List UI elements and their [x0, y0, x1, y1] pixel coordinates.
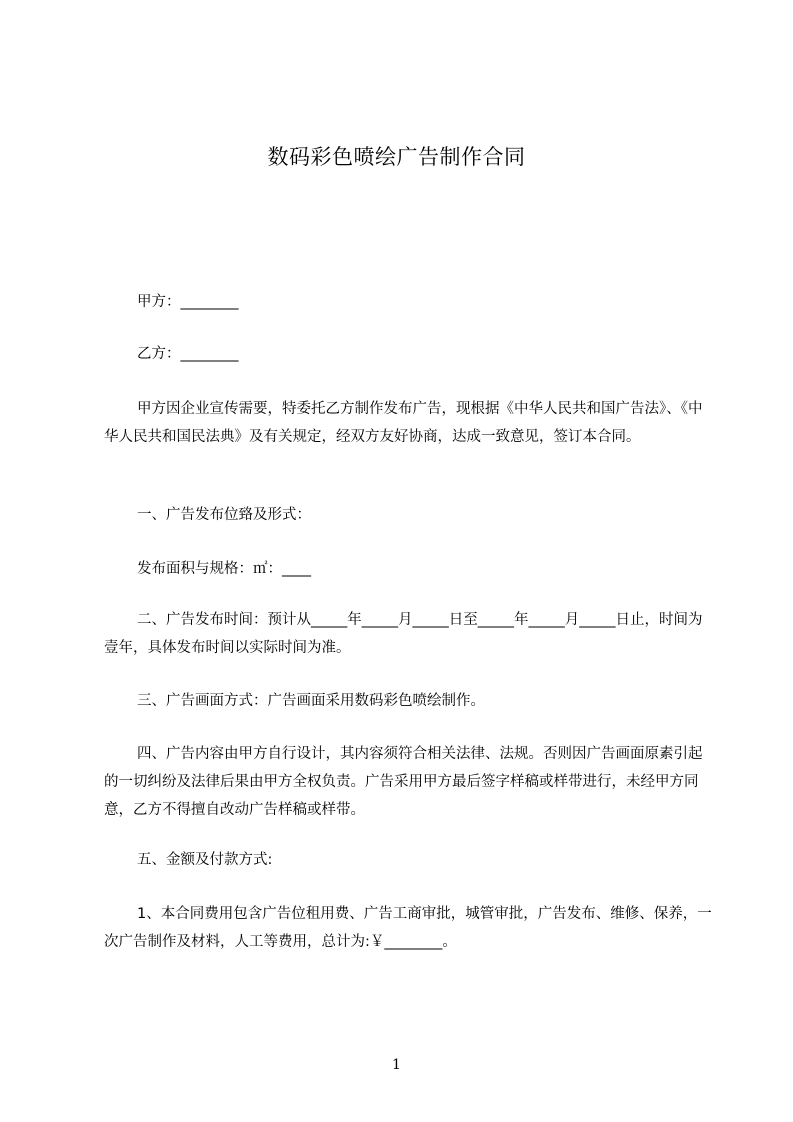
- section-1-heading: 一、广告发布位臵及形式：: [137, 507, 311, 523]
- clause-1-paragraph: 1、本合同费用包含广告位租用费、广告工商审批，城管审批，广告发布、维修、保养，一次广告制作及材料，人工等费用，总计为:￥________。: [104, 906, 712, 950]
- party-b-line: 乙方：________: [137, 346, 239, 362]
- section-3-paragraph: 三、广告画面方式：广告画面采用数码彩色喷绘制作。: [137, 693, 485, 709]
- document-title: 数码彩色喷绘广告制作合同: [267, 145, 526, 169]
- party-a-line: 甲方：________: [137, 294, 239, 310]
- section-4-paragraph: 四、广告内容由甲方自行设计，其内容须符合相关法律、法规。否则因广告画面原素引起的一切纠纷及法律后果由甲方全权负责。广告采用甲方最后签字样稿或样带进行，未经甲方同意，乙方不得擅自改动广告样稿或样带。: [104, 746, 703, 818]
- page-number: 1: [392, 1057, 401, 1073]
- area-spec-line: 发布面积与规格：㎡：____: [137, 561, 311, 577]
- preamble-paragraph: 甲方因企业宣传需要，特委托乙方制作发布广告，现根据《中华人民共和国广告法》、《中华人民共和国民法典》及有关规定，经双方友好协商，达成一致意见，签订本合同。: [104, 401, 703, 445]
- section-2-paragraph: 二、广告发布时间：预计从_____年_____月_____日至_____年_____月_____日止，时间为壹年，具体发布时间以实际时间为准。: [104, 612, 703, 656]
- section-5-heading: 五、金额及付款方式:: [137, 852, 273, 868]
